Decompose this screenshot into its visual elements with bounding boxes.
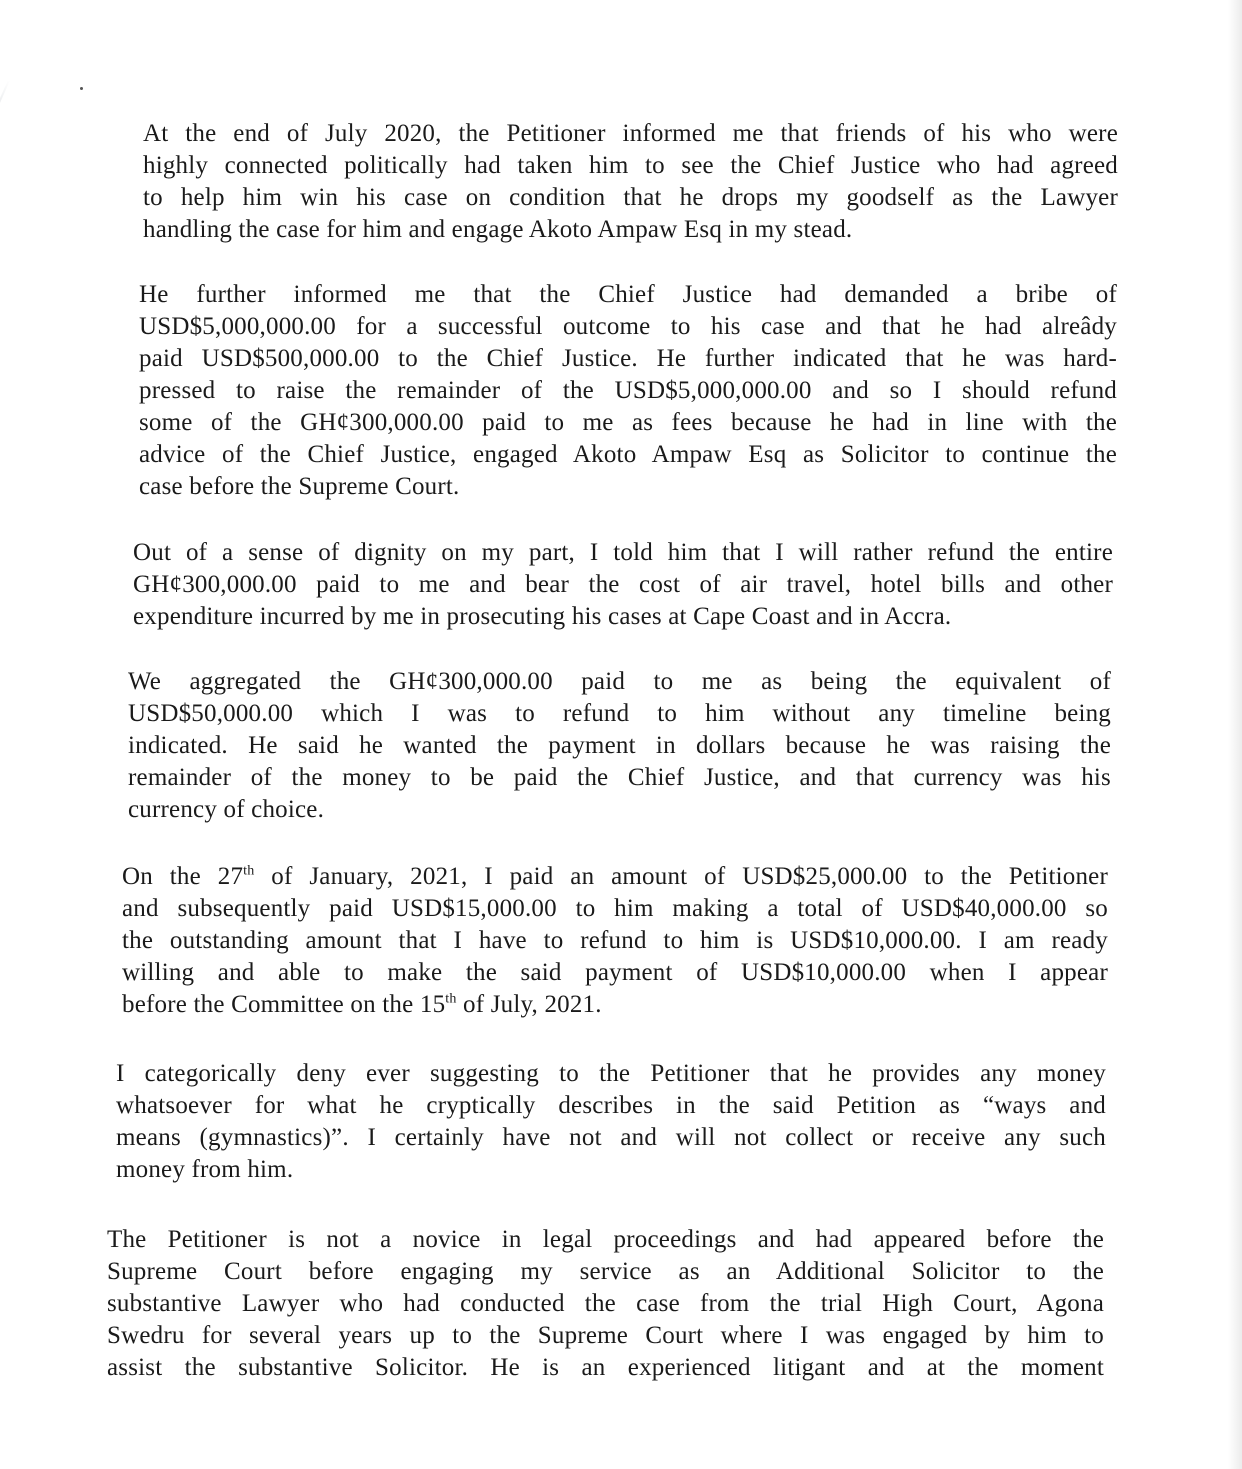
text-line: case before the Supreme Court. xyxy=(139,473,460,500)
text-line: expenditure incurred by me in prosecuting his cases at Cape Coast and in Accra. xyxy=(133,603,952,630)
paragraph-7 xyxy=(107,1224,1104,1384)
text-line: I categorically deny ever suggesting to the Petitioner that he provides any money xyxy=(116,1060,1106,1087)
text-line: some of the GH¢300,000.00 paid to me as fees because he had in line with the xyxy=(139,409,1117,436)
text-line: willing and able to make the said payment of USD$10,000.00 when I appear xyxy=(122,959,1108,986)
text-fragment: of July, 2021. xyxy=(456,991,602,1018)
ordinal-suffix: th xyxy=(243,863,255,879)
text-line: He further informed me that the Chief Justice had demanded a bribe of xyxy=(139,281,1117,308)
text-line: indicated. He said he wanted the payment in dollars because he was raising the xyxy=(128,732,1111,759)
text-line: remainder of the money to be paid the Chief Justice, and that currency was his xyxy=(128,764,1111,791)
text-line: GH¢300,000.00 paid to me and bear the cost of air travel, hotel bills and other xyxy=(133,571,1113,598)
ordinal-suffix: th xyxy=(445,991,457,1007)
text-line: assist the substantive Solicitor. He is an experienced litigant and at the moment xyxy=(107,1354,1104,1381)
paragraph-3 xyxy=(133,537,1113,633)
text-line: pressed to raise the remainder of the USD$5,000,000.00 and so I should refund xyxy=(139,377,1117,404)
text-fragment: of January, 2021, I paid an amount of USD$25,000.00 to the Petitioner xyxy=(254,863,1108,890)
text-line xyxy=(122,861,1108,893)
text-line: means (gymnastics)”. I certainly have not and will not collect or receive any such xyxy=(116,1124,1106,1151)
paragraph-4 xyxy=(128,666,1111,826)
paragraph-1 xyxy=(143,118,1118,246)
text-line: to help him win his case on condition that he drops my goodself as the Lawyer xyxy=(143,184,1118,211)
text-line: paid USD$500,000.00 to the Chief Justice. He further indicated that he was hard- xyxy=(139,345,1117,372)
text-line: USD$50,000.00 which I was to refund to him without any timeline being xyxy=(128,700,1111,727)
text-line: We aggregated the GH¢300,000.00 paid to me as being the equivalent of xyxy=(128,668,1111,695)
text-line xyxy=(122,989,1108,1021)
text-line: advice of the Chief Justice, engaged Akoto Ampaw Esq as Solicitor to continue the xyxy=(139,441,1117,468)
text-fragment: before the Committee on the 15 xyxy=(122,991,446,1018)
text-line: whatsoever for what he cryptically describes in the said Petition as “ways and xyxy=(116,1092,1106,1119)
text-line: Swedru for several years up to the Supreme Court where I was engaged by him to xyxy=(107,1322,1104,1349)
text-line: USD$5,000,000.00 for a successful outcome to his case and that he had alreâdy xyxy=(139,313,1117,340)
paragraph-6 xyxy=(116,1058,1106,1186)
paragraph-5 xyxy=(122,861,1108,1021)
text-line: At the end of July 2020, the Petitioner informed me that friends of his who were xyxy=(143,120,1118,147)
text-line: substantive Lawyer who had conducted the case from the trial High Court, Agona xyxy=(107,1290,1104,1317)
text-line: currency of choice. xyxy=(128,796,325,823)
text-line: highly connected politically had taken him to see the Chief Justice who had agreed xyxy=(143,152,1118,179)
text-fragment: On the 27 xyxy=(122,863,244,890)
paragraph-2 xyxy=(139,279,1117,503)
text-line: Supreme Court before engaging my service as an Additional Solicitor to the xyxy=(107,1258,1104,1285)
text-line: and subsequently paid USD$15,000.00 to him making a total of USD$40,000.00 so xyxy=(122,895,1108,922)
text-line: handling the case for him and engage Akoto Ampaw Esq in my stead. xyxy=(143,216,853,243)
text-line: The Petitioner is not a novice in legal proceedings and had appeared before the xyxy=(107,1226,1104,1253)
text-line: the outstanding amount that I have to refund to him is USD$10,000.00. I am ready xyxy=(122,927,1108,954)
text-line: money from him. xyxy=(116,1156,294,1183)
text-line: Out of a sense of dignity on my part, I told him that I will rather refund the entire xyxy=(133,539,1113,566)
